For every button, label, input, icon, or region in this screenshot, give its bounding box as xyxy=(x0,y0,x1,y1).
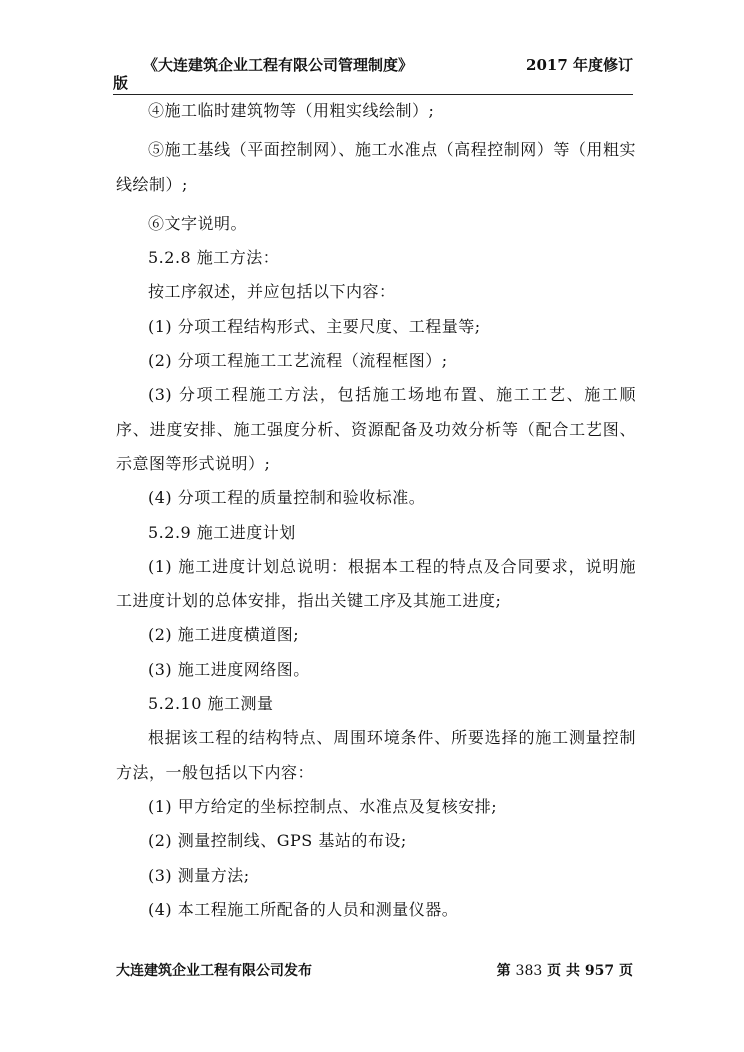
header-row xyxy=(113,52,633,74)
page-total: 957 xyxy=(584,963,615,979)
edition-label: 2017 年度修订 xyxy=(526,56,633,74)
list-item: (1) 施工进度计划总说明：根据本工程的特点及合同要求，说明施工进度计划的总体安排，指出关键工序及其施工进度; xyxy=(116,556,636,611)
page-middle: 页 共 xyxy=(542,963,585,979)
document-title: 《大连建筑企业工程有限公司管理制度》 xyxy=(143,56,414,74)
list-item: (3) 分项工程施工方法，包括施工场地布置、施工工艺、施工顺序、进度安排、施工强度分析、资源配备及功效分析等（配合工艺图、示意图等形式说明）; xyxy=(116,385,636,473)
list-item: (4) 本工程施工所配备的人员和测量仪器。 xyxy=(148,899,459,919)
list-item: (2) 施工进度横道图; xyxy=(148,625,300,645)
section-heading: 5.2.10 施工测量 xyxy=(148,694,274,714)
page-suffix: 页 xyxy=(614,963,633,979)
list-item: (3) 施工进度网络图。 xyxy=(148,659,310,679)
edition-label-continuation: 版 xyxy=(113,74,129,92)
page-current: 383 xyxy=(515,963,543,979)
list-item: (4) 分项工程的质量控制和验收标准。 xyxy=(148,488,426,508)
paragraph: 根据该工程的结构特点、周围环境条件、所要选择的施工测量控制方法，一般包括以下内容： xyxy=(116,728,636,782)
list-item: (2) 测量控制线、GPS 基站的布设; xyxy=(148,831,407,851)
list-item: (3) 测量方法; xyxy=(148,865,250,885)
list-item: (1) 分项工程结构形式、主要尺度、工程量等; xyxy=(148,316,481,336)
section-heading: 5.2.8 施工方法： xyxy=(148,248,280,268)
document-body xyxy=(116,96,636,927)
section-heading: 5.2.9 施工进度计划 xyxy=(148,522,296,542)
publisher-label: 大连建筑企业工程有限公司发布 xyxy=(116,963,312,979)
page-header xyxy=(113,52,633,95)
page-prefix: 第 xyxy=(496,963,516,979)
paragraph: ⑥文字说明。 xyxy=(148,213,248,233)
paragraph: ④施工临时建筑物等（用粗实线绘制）; xyxy=(148,101,435,120)
paragraph: ⑤施工基线（平面控制网）、施工水准点（高程控制网）等（用粗实线绘制）; xyxy=(116,140,636,194)
page-counter xyxy=(497,960,633,980)
list-item: (1) 甲方给定的坐标控制点、水准点及复核安排; xyxy=(148,796,498,816)
list-item: (2) 分项工程施工工艺流程（流程框图）; xyxy=(148,351,448,371)
paragraph: 按工序叙述，并应包括以下内容： xyxy=(148,282,396,302)
